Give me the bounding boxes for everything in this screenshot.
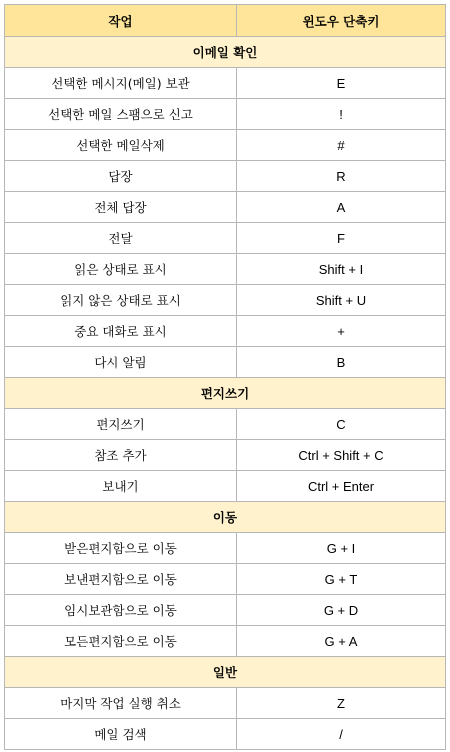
table-row (5, 719, 446, 750)
section-title: 이메일 확인 (5, 37, 446, 68)
shortcut-table-container (4, 4, 446, 750)
table-row (5, 130, 446, 161)
table-row (5, 161, 446, 192)
table-row (5, 254, 446, 285)
table-row (5, 285, 446, 316)
section-row (5, 657, 446, 688)
table-row (5, 688, 446, 719)
action-cell: 중요 대화로 표시 (5, 316, 237, 347)
shortcut-table (4, 4, 446, 750)
shortcut-cell: C (237, 409, 446, 440)
shortcut-cell: R (237, 161, 446, 192)
table-row (5, 471, 446, 502)
header-action: 작업 (5, 5, 237, 37)
action-cell: 참조 추가 (5, 440, 237, 471)
table-row (5, 595, 446, 626)
table-row (5, 347, 446, 378)
section-row (5, 37, 446, 68)
shortcut-cell: G + T (237, 564, 446, 595)
table-row (5, 409, 446, 440)
table-body (5, 37, 446, 750)
action-cell: 다시 알림 (5, 347, 237, 378)
action-cell: 선택한 메일삭제 (5, 130, 237, 161)
table-row (5, 99, 446, 130)
section-title: 이동 (5, 502, 446, 533)
shortcut-cell: # (237, 130, 446, 161)
action-cell: 받은편지함으로 이동 (5, 533, 237, 564)
shortcut-cell: E (237, 68, 446, 99)
action-cell: 보낸편지함으로 이동 (5, 564, 237, 595)
action-cell: 읽은 상태로 표시 (5, 254, 237, 285)
shortcut-cell: Ctrl + Enter (237, 471, 446, 502)
table-row (5, 223, 446, 254)
table-row (5, 533, 446, 564)
action-cell: 마지막 작업 실행 취소 (5, 688, 237, 719)
shortcut-cell: Ctrl + Shift + C (237, 440, 446, 471)
action-cell: 메일 검색 (5, 719, 237, 750)
action-cell: 전달 (5, 223, 237, 254)
header-row (5, 5, 446, 37)
shortcut-cell: A (237, 192, 446, 223)
action-cell: 모든편지함으로 이동 (5, 626, 237, 657)
section-title: 일반 (5, 657, 446, 688)
shortcut-cell: ! (237, 99, 446, 130)
shortcut-cell: G + D (237, 595, 446, 626)
table-row (5, 440, 446, 471)
shortcut-cell: Z (237, 688, 446, 719)
section-row (5, 378, 446, 409)
shortcut-cell: / (237, 719, 446, 750)
action-cell: 답장 (5, 161, 237, 192)
shortcut-cell: B (237, 347, 446, 378)
table-row (5, 564, 446, 595)
table-row (5, 68, 446, 99)
shortcut-cell: Shift + I (237, 254, 446, 285)
shortcut-cell: F (237, 223, 446, 254)
table-row (5, 626, 446, 657)
action-cell: 선택한 메시지(메일) 보관 (5, 68, 237, 99)
section-title: 편지쓰기 (5, 378, 446, 409)
table-row (5, 316, 446, 347)
action-cell: 읽지 않은 상태로 표시 (5, 285, 237, 316)
action-cell: 보내기 (5, 471, 237, 502)
action-cell: 선택한 메일 스팸으로 신고 (5, 99, 237, 130)
action-cell: 편지쓰기 (5, 409, 237, 440)
shortcut-cell: Shift + U (237, 285, 446, 316)
section-row (5, 502, 446, 533)
shortcut-cell: G + A (237, 626, 446, 657)
shortcut-cell: G + I (237, 533, 446, 564)
header-shortcut: 윈도우 단축키 (237, 5, 446, 37)
action-cell: 전체 답장 (5, 192, 237, 223)
action-cell: 임시보관함으로 이동 (5, 595, 237, 626)
shortcut-cell: + (237, 316, 446, 347)
table-row (5, 192, 446, 223)
